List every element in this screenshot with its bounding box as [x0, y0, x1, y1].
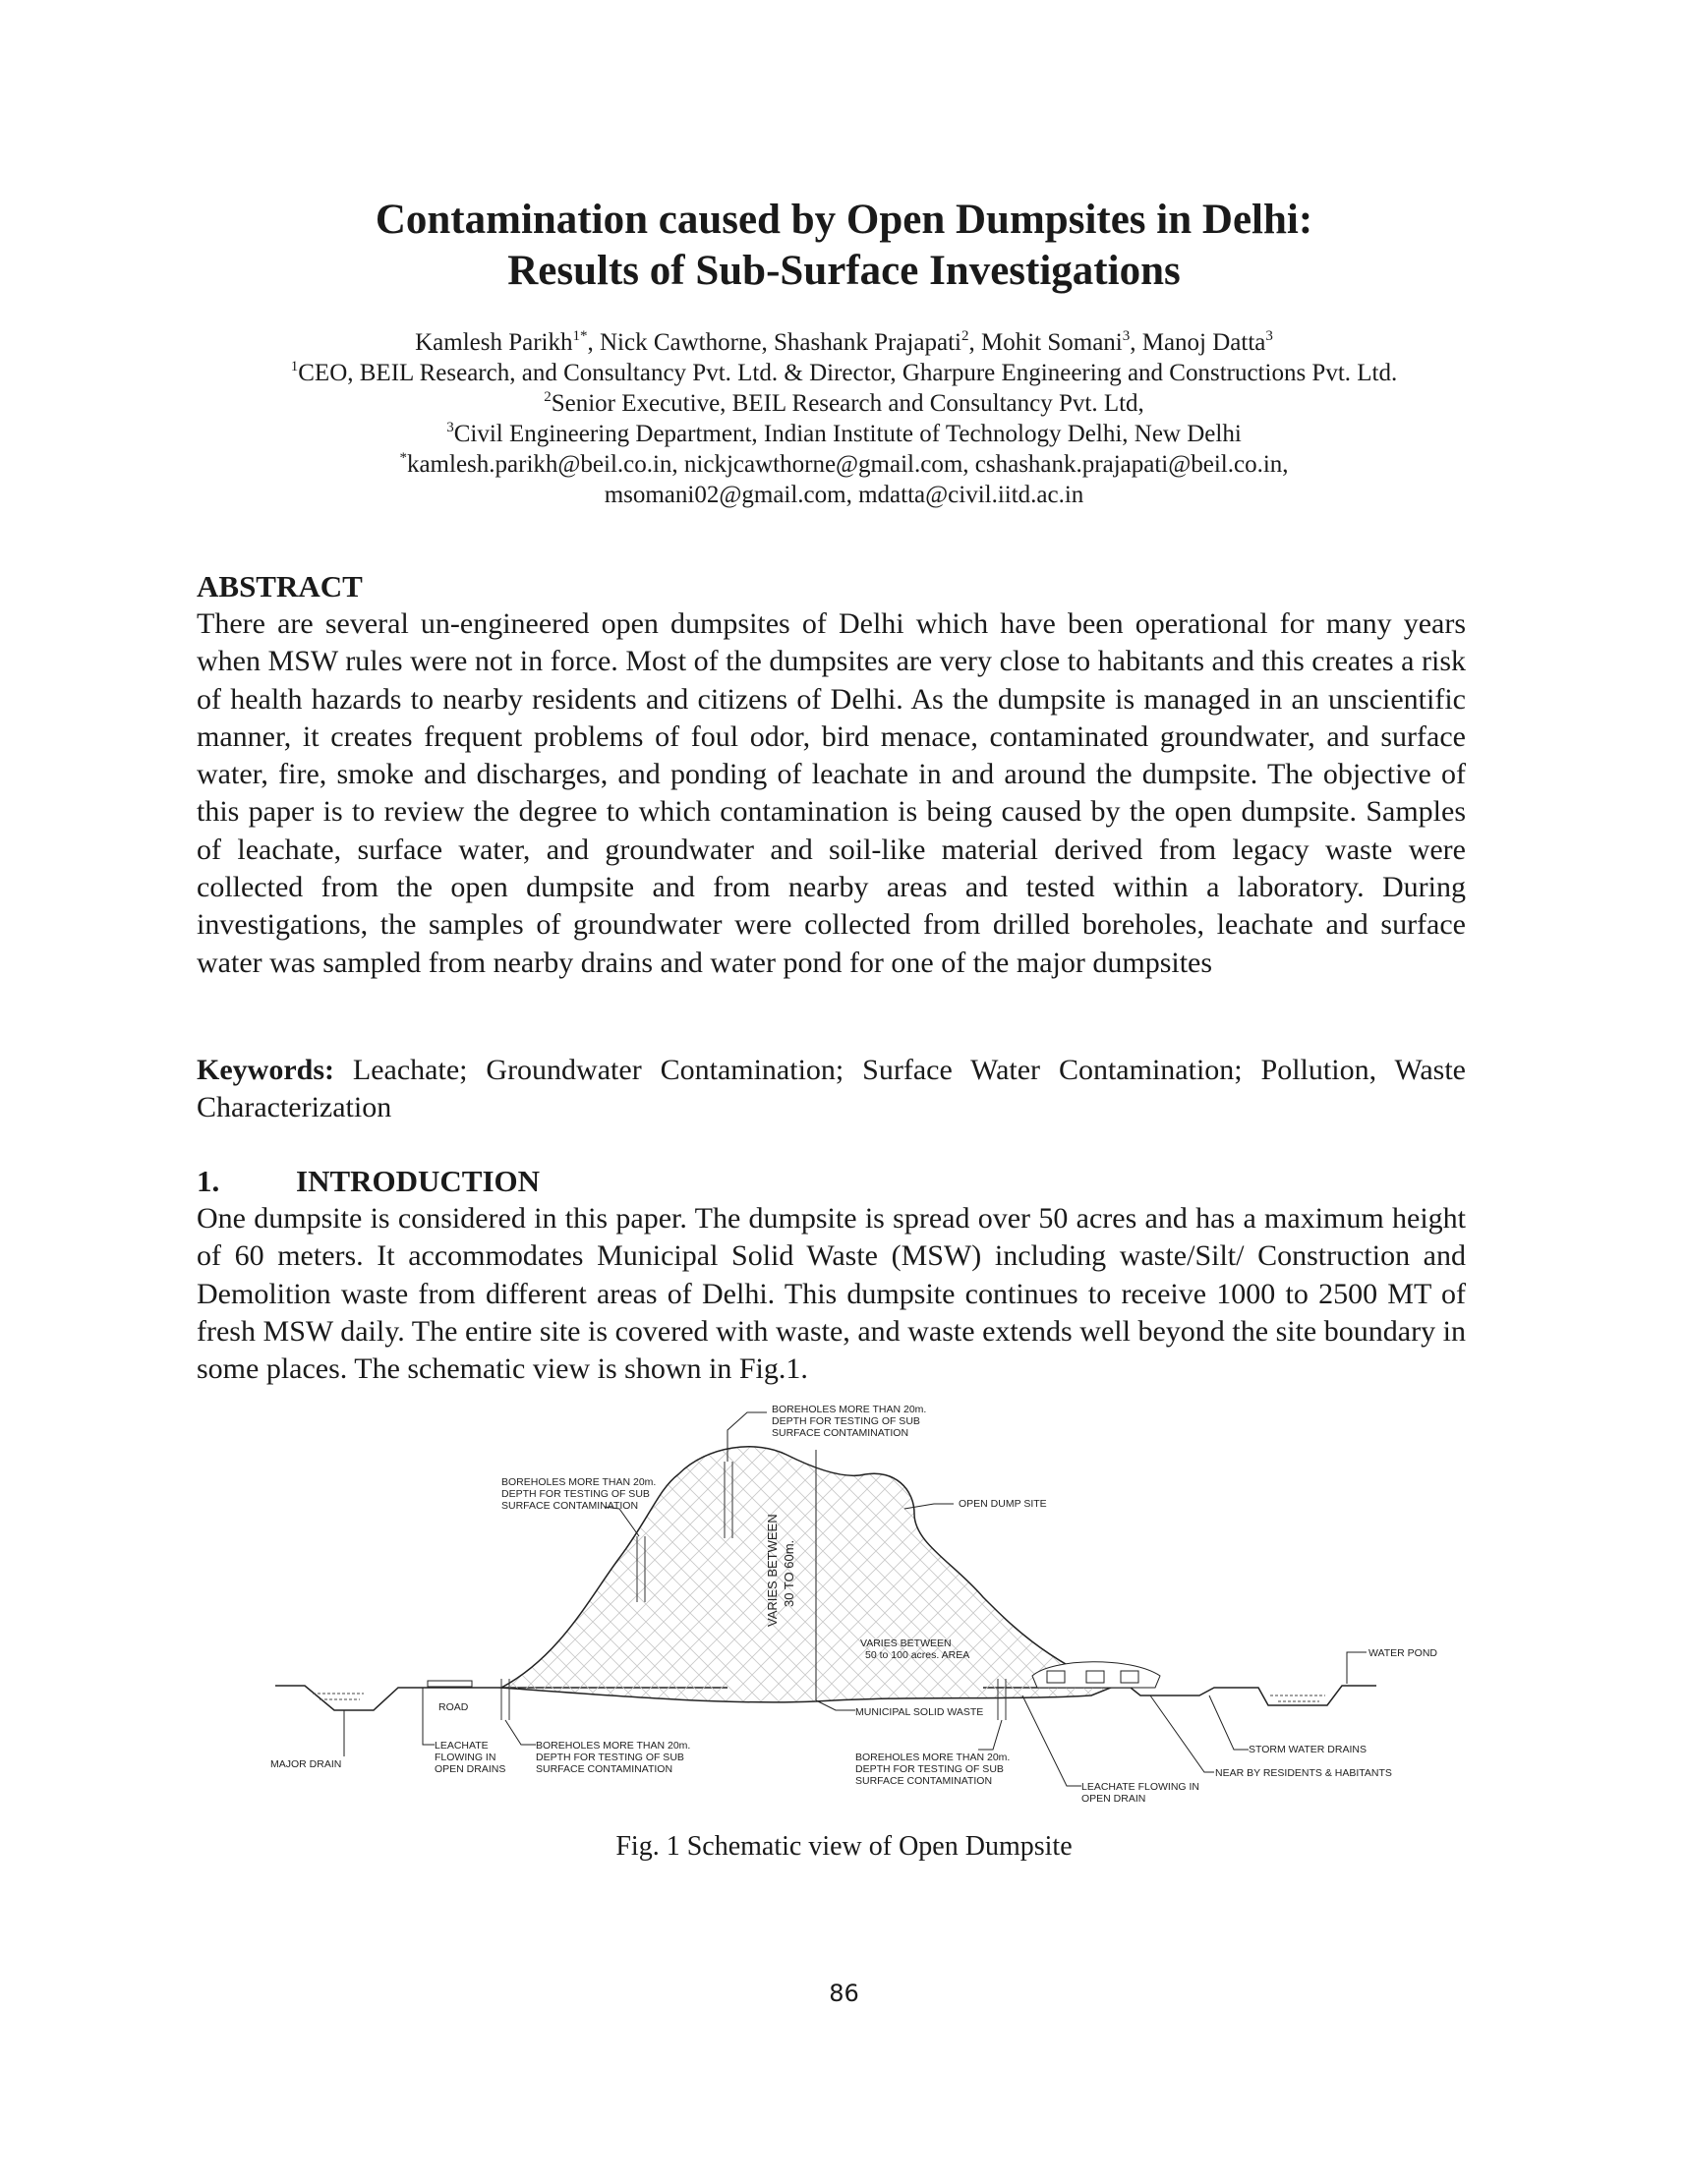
figure-caption: Fig. 1 Schematic view of Open Dumpsite	[615, 1831, 1073, 1862]
label-open-dump-site: OPEN DUMP SITE	[959, 1498, 1047, 1510]
label-area-2: 50 to 100 acres. AREA	[865, 1649, 970, 1661]
label-height-2: 30 TO 60m.	[782, 1539, 796, 1607]
author-sup: 3	[1122, 328, 1131, 344]
leader-line	[816, 1700, 855, 1710]
dumpsite-schematic	[265, 1401, 1437, 1823]
affiliation-sup: 2	[544, 389, 552, 405]
affiliation-text: CEO, BEIL Research, and Consultancy Pvt. Ltd. & Director, Gharpure Engineering and Constructions Pvt. Ltd.	[298, 360, 1398, 386]
label-borehole-bottom-center: SURFACE CONTAMINATION	[855, 1775, 993, 1787]
label-leachate-open-drain: OPEN DRAIN	[1081, 1793, 1146, 1805]
label-borehole-left: BOREHOLES MORE THAN 20m.	[501, 1476, 657, 1488]
introduction-text: One dumpsite is considered in this paper. The dumpsite is spread over 50 acres and has a maximum height of 60 meters. It accommodates Municipal Solid Waste (MSW) including waste/Silt/ Construction and Demolition waste from different areas of Delhi. This dumpsite continues to receive 1000 to 2500 MT of fresh MSW daily. The entire site is covered with waste, and waste extends well beyond the site boundary in some places. The schematic view is shown in Fig.1.	[197, 1202, 1466, 1386]
page-number: 86	[829, 1980, 859, 2007]
leader-line	[423, 1688, 435, 1745]
road	[428, 1681, 472, 1687]
affiliation-1	[0, 358, 1688, 388]
label-borehole-bottom-left: SURFACE CONTAMINATION	[536, 1763, 673, 1775]
paper-title	[0, 195, 1688, 297]
schematic-figure	[265, 1401, 1437, 1823]
introduction-section	[197, 1163, 1466, 1388]
label-road: ROAD	[438, 1701, 469, 1713]
abstract-text: There are several un-engineered open dumpsites of Delhi which have been operational for many years when MSW rules were not in force. Most of the dumpsites are very close to habitants and this creates a risk of health hazards to nearby residents and citizens of Delhi. As the dumpsite is managed in an unscientific manner, it creates frequent problems of foul odor, bird menace, contaminated groundwater, and surface water, fire, smoke and discharges, and ponding of leachate in and around the dumpsite. The objective of this paper is to review the degree to which contamination is being caused by the open dumpsite. Samples of leachate, surface water, and groundwater and soil-like material derived from legacy waste were collected from the open dumpsite and from nearby areas and tested within a laboratory. During investigations, the samples of groundwater were collected from drilled boreholes, leachate and surface water was sampled from nearby drains and water pond for one of the major dumpsites	[197, 607, 1466, 979]
label-borehole-bottom-left: DEPTH FOR TESTING OF SUB	[536, 1752, 684, 1763]
house	[1086, 1671, 1104, 1683]
label-msw: MUNICIPAL SOLID WASTE	[855, 1706, 984, 1718]
leader-line	[978, 1720, 1002, 1750]
affiliation-2	[0, 388, 1688, 419]
email-sup: *	[399, 450, 407, 466]
label-borehole-bottom-left: BOREHOLES MORE THAN 20m.	[536, 1740, 691, 1752]
label-borehole-left: DEPTH FOR TESTING OF SUB	[501, 1488, 650, 1500]
author-names	[0, 327, 1688, 358]
label-storm-drains: STORM WATER DRAINS	[1249, 1744, 1367, 1755]
keywords-section	[197, 1052, 1466, 1127]
section-number: 1.	[197, 1164, 220, 1198]
label-borehole-bottom-center: DEPTH FOR TESTING OF SUB	[855, 1763, 1004, 1775]
author-sep: ,	[1130, 329, 1142, 356]
label-borehole-top: BOREHOLES MORE THAN 20m.	[772, 1404, 927, 1415]
author-sup: 1*	[572, 328, 588, 344]
affiliation-sup: 3	[446, 420, 454, 435]
section-title: INTRODUCTION	[296, 1164, 541, 1198]
label-borehole-left: SURFACE CONTAMINATION	[501, 1500, 639, 1512]
keywords-text	[197, 1052, 1466, 1127]
author-sep: ,	[761, 329, 775, 356]
leader-line	[1150, 1695, 1214, 1772]
leader-line	[1347, 1652, 1367, 1684]
label-borehole-top: SURFACE CONTAMINATION	[772, 1427, 909, 1439]
emails-line-1	[0, 449, 1688, 480]
affiliation-text: Senior Executive, BEIL Research and Consultancy Pvt. Ltd,	[551, 390, 1144, 417]
leader-line	[1022, 1695, 1081, 1786]
author-sup: 2	[960, 328, 969, 344]
label-leachate: FLOWING IN	[435, 1752, 496, 1763]
author-sep: ,	[968, 329, 981, 356]
leader-line	[505, 1720, 536, 1745]
label-borehole-top: DEPTH FOR TESTING OF SUB	[772, 1415, 920, 1427]
keywords-label: Keywords:	[197, 1054, 334, 1086]
author-name: Kamlesh Parikh	[415, 329, 573, 356]
author-name: Nick Cawthorne	[599, 329, 762, 356]
emails-line-2: msomani02@gmail.com, mdatta@civil.iitd.ac.in	[604, 482, 1084, 508]
affiliation-sup: 1	[290, 359, 299, 374]
affiliation-text: Civil Engineering Department, Indian Institute of Technology Delhi, New Delhi	[453, 421, 1242, 447]
author-sep: ,	[587, 329, 600, 356]
house	[1047, 1671, 1065, 1683]
paper-title-line-2: Results of Sub-Surface Investigations	[507, 248, 1181, 294]
label-leachate: OPEN DRAINS	[435, 1763, 506, 1775]
paper-title-line-1: Contamination caused by Open Dumpsites in Delhi:	[375, 197, 1313, 243]
label-water-pond: WATER POND	[1368, 1647, 1437, 1659]
keywords-list: Leachate; Groundwater Contamination; Surface Water Contamination; Pollution, Waste Characterization	[197, 1054, 1466, 1124]
water-pond	[1270, 1695, 1325, 1701]
abstract-section	[197, 568, 1466, 982]
author-name: Mohit Somani	[980, 329, 1123, 356]
label-borehole-bottom-center: BOREHOLES MORE THAN 20m.	[855, 1752, 1011, 1763]
emails-text: kamlesh.parikh@beil.co.in, nickjcawthorne@gmail.com, cshashank.prajapati@beil.co.in,	[406, 451, 1289, 478]
label-leachate-open-drain: LEACHATE FLOWING IN	[1081, 1781, 1199, 1793]
author-name: Shashank Prajapati	[774, 329, 961, 356]
abstract-heading: ABSTRACT	[197, 569, 363, 603]
author-name: Manoj Datta	[1141, 329, 1266, 356]
label-height-1: VARIES BETWEEN	[765, 1514, 780, 1627]
label-major-drain: MAJOR DRAIN	[270, 1758, 342, 1770]
affiliation-3	[0, 419, 1688, 449]
label-area-1: VARIES BETWEEN	[860, 1638, 952, 1649]
introduction-heading	[197, 1163, 1466, 1200]
author-sup: 3	[1265, 328, 1273, 344]
house	[1121, 1671, 1138, 1683]
author-block	[0, 327, 1688, 510]
label-residents: NEAR BY RESIDENTS & HABITANTS	[1215, 1767, 1392, 1779]
label-leachate: LEACHATE	[435, 1740, 489, 1752]
leader-line	[1209, 1695, 1249, 1750]
